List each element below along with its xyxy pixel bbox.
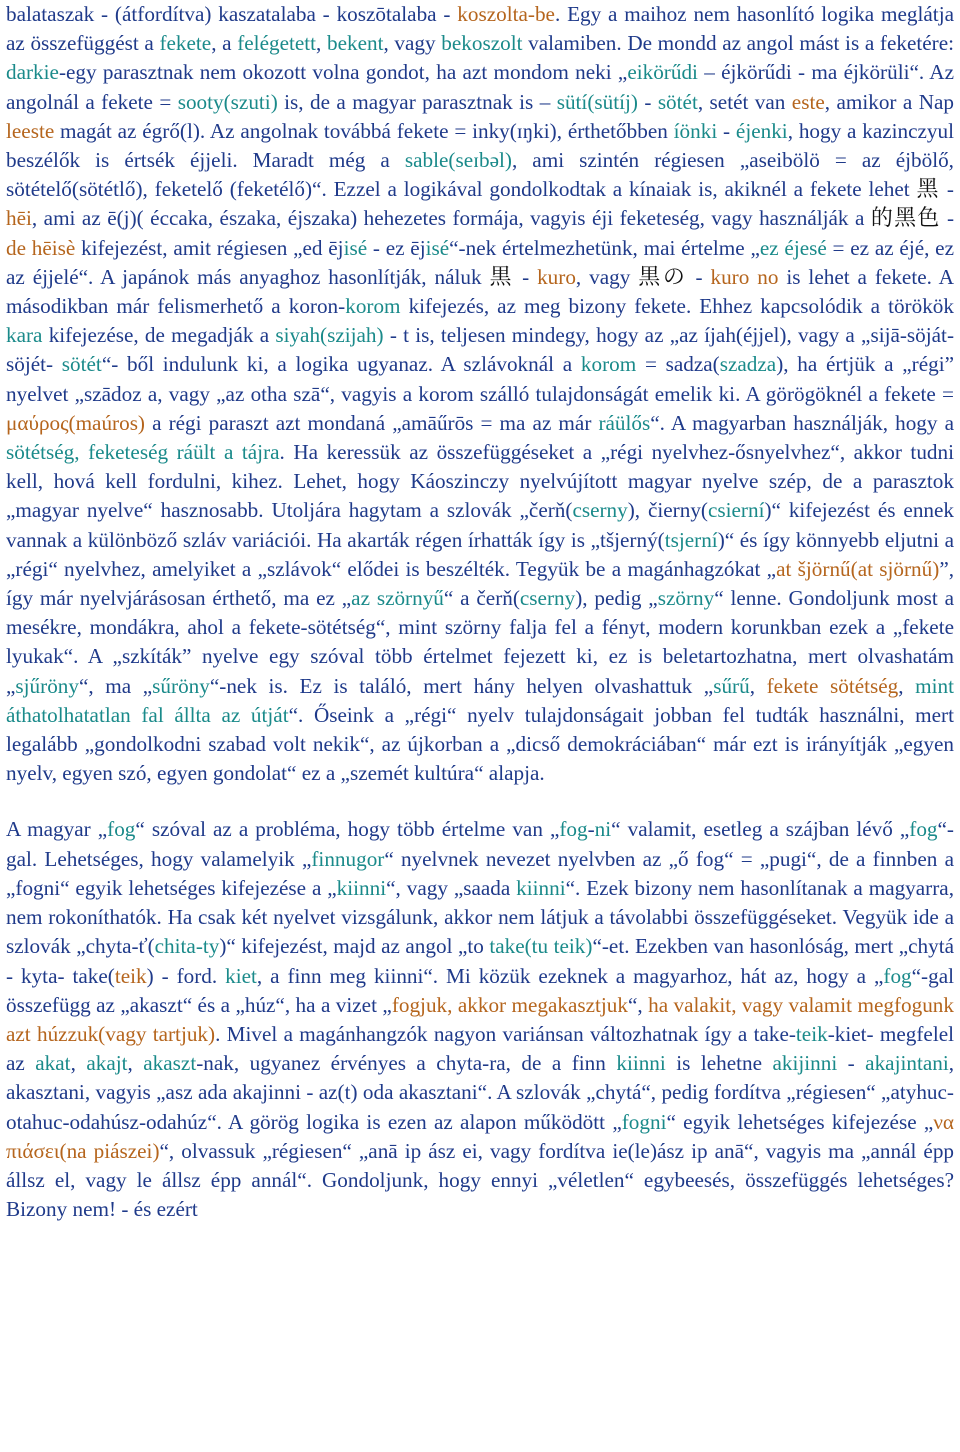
text-run: ), čierny( [627, 498, 708, 523]
text-run: magát az égrő(l). Az angolnak továbbá fekete = inky(ɪŋki), érthetőbben [54, 118, 674, 143]
text-run: - [637, 89, 658, 114]
text-run: cserny [519, 586, 576, 611]
text-run: . Mivel a magánhangzók nagyon variánsan változhatnak így a take- [215, 1021, 796, 1046]
text-run: , ami szintén régiesen „aseibölö = az éjbölő, sötételő(sötétlő), feketelő (feketélő)“. Ezzel a logikával gondolkodtak a kínaiak is, akiknél a fekete lehet [6, 148, 954, 202]
text-run: - [717, 118, 736, 143]
text-run: csierní [707, 498, 765, 523]
text-run: – éjkörűdi - ma éjkörüli“. Az angolnál a fekete = [6, 60, 954, 114]
text-run: kiinni [616, 1051, 666, 1076]
text-run: = ez az éjé, ez az éjjelé“. A japánok más anyaghoz hasonlítják, náluk [6, 235, 954, 289]
text-run: . Egy a maihoz nem hasonlító logika meglátja az összefüggést a [6, 2, 954, 56]
text-run: -kiet- megfelel az [6, 1021, 954, 1076]
text-run: “-gal. Lehetséges, hogy valamelyik „ [6, 817, 954, 871]
text-run: az szörnyű [351, 586, 444, 611]
text-run: a régi paraszt azt mondaná „amāűrōs = ma az már [145, 410, 599, 435]
text-run: kifejezése, de megadják a [42, 323, 276, 348]
text-run: - [940, 206, 954, 231]
text-run: valamiben. De mondd az angol mást is a feketére: [522, 31, 954, 56]
text-run: fogni [621, 1109, 667, 1134]
text-run: hēi [6, 206, 32, 231]
text-run: sűröny [152, 673, 210, 698]
text-run: felégetett [237, 31, 317, 56]
text-run: kifejezés, az meg bizony fekete. Ehhez kapcsolódik a törökök [400, 294, 954, 319]
text-run: )“ kifejezést, majd az angol „to [219, 934, 490, 959]
text-run: korom [345, 294, 401, 319]
text-run: μαύρος(maúros) [6, 410, 145, 435]
text-run: sooty(szuti) [177, 89, 278, 114]
text-run: , a finn meg kiinni“. Mi közük ezeknek a magyarhoz, hát az, hogy a „ [256, 963, 884, 988]
text-run: teik [114, 963, 147, 988]
text-run: ”, így már nyelvjárásosan érthető, ma ez „ [6, 556, 955, 611]
text-run: kiet [225, 963, 257, 988]
text-run: isé [343, 235, 368, 260]
text-run: , [749, 673, 767, 698]
text-run: kifejezést, amit régiesen „ed ēj [75, 235, 344, 260]
text-run: leeste [6, 118, 55, 143]
text-run: - [940, 177, 954, 202]
text-run: “ valamit, esetleg a szájban lévő „ [611, 817, 910, 842]
paragraph-fog [6, 815, 954, 1224]
text-run: bekent [326, 31, 384, 56]
text-run: bekoszolt [441, 31, 523, 56]
text-run: take(tu teik) [489, 934, 593, 959]
text-run: siyah(szijah) [275, 323, 384, 348]
text-run: fog [559, 817, 588, 842]
text-run: balataszak - (átfordítva) kaszatalaba - koszōtalaba - [6, 2, 458, 26]
text-run: mint áthatolhatatlan fal állta az útját [6, 673, 955, 727]
text-run: “-gal összefügg az „akaszt“ és a „húz“, ha a vizet „ [6, 963, 954, 1017]
cjk-text-run: 的黑色 [870, 206, 941, 232]
text-run: sjűröny [15, 673, 79, 698]
text-run: , vagy [575, 264, 639, 289]
text-run: “ lenne. Gondoljunk most a mesékre, mondákra, ahol a fekete-sötétség“, mint szörny falja fel a fényt, modern korunkban ezek a „fekete lyukak“. A „szkíták” nyelve egy szóval több értelmet fejezett ki, ez is beletartozhatna, mert olvashatám „ [6, 586, 954, 698]
text-run: ), ha értjük a „régi” nyelvet „szādoz a, vagy „az otha szā“, vagyis a korom szálló tulajdonságát emelik ki. A görögöknél a fekete = [6, 352, 954, 406]
text-run: eikörűdi [627, 60, 698, 85]
text-run: , [316, 31, 327, 56]
text-run: -nak, ugyanez érvényes a chyta-ra, de a finn [196, 1051, 617, 1076]
text-run: ráülős [598, 410, 651, 435]
text-run: koszolta-be [457, 2, 555, 26]
text-run: , ami az ē(j)( éccaka, északa, éjszaka) hehezetes formája, vagyis éji feketeség, vagy használják a [31, 206, 871, 231]
text-run: fog [107, 817, 136, 842]
text-run: - [514, 264, 538, 289]
text-run: ni [594, 817, 612, 842]
text-run: )“ kifejezést és ennek vannak a különböző szláv variációi. Ha akarták régen írhatták így is „tšjerný( [6, 498, 955, 552]
text-run: kara [6, 323, 43, 348]
text-run: “, vagy „saada [386, 875, 517, 900]
text-run: “-nek is. Ez is találó, mert hány helyen olvashattuk „ [209, 673, 714, 698]
text-run: íönki [673, 118, 718, 143]
text-run: szörny [657, 586, 715, 611]
text-run: “, olvassuk „régiesen“ „anā ip ász ei, vagy fordítva ie(le)ász ip anā“, vagyis ma „annál épp állsz el, vagy le állsz épp annál“. Gondoljunk, hogy ennyi „véletlen“ egybeesés, összefüggés lehetséges? Bizony nem! - és ezért [6, 1138, 955, 1222]
text-run: , vagy [383, 31, 442, 56]
text-run: ), pedig „ [575, 586, 658, 611]
text-run: sütí(sütíj) [556, 89, 638, 114]
text-run: A magyar „ [6, 817, 108, 842]
text-run: , hogy a kazinczyul beszélők is értsék éjjeli. Maradt még a [6, 118, 954, 173]
text-run: - t is, teljesen mindegy, hogy az „az íjah(éjjel), vagy a „sijā-söját-söjét- [6, 323, 954, 377]
text-run: akat [35, 1051, 71, 1076]
text-run: )“ és így könnyebb eljutni a „régi“ nyelvhez, amelyiket a „szlávok“ elődei is beszélték. Tegyük be a magánhagzókat „ [6, 527, 954, 581]
text-run: “ nyelvnek nevezet nyelvben az „ő fog“ = „pugi“, de a finnben a „fogni“ egyik lehetséges kifejezése a „ [6, 846, 955, 900]
text-run: isé [425, 235, 450, 260]
text-run: “-nek értelmezhetünk, mai értelme „ [449, 235, 760, 260]
text-run: , [127, 1051, 144, 1076]
text-run: kuro [537, 264, 576, 289]
text-run: akijinni [772, 1051, 838, 1076]
text-run: ) - ford. [146, 963, 226, 988]
cjk-text-run: 黒 [489, 264, 515, 290]
text-run: . Ha keressük az összefüggéseket a „régi nyelvhez-ősnyelvhez“, akkor tudni kell, hová kell fordulni, kihez. Lehet, hogy Káoszinczy nyelvújított magyar nyelve szép, de a parasztok „magyar nyelve“ hasznosabb. Utoljára hagytam a szlovák „čerň( [6, 440, 954, 523]
text-run: “ egyik lehetséges kifejezése „ [666, 1109, 934, 1134]
text-run: is, de a magyar parasztnak is – [277, 89, 557, 114]
text-run: darkie [6, 60, 59, 85]
text-run: “. A magyarban használják, hogy a [650, 410, 954, 435]
text-run: akajt [86, 1051, 128, 1076]
text-run: fekete [159, 31, 212, 56]
text-run: ha valakit, vagy valamit megfogunk azt húzzuk(vagy tartjuk) [6, 992, 954, 1046]
text-run: este [791, 89, 825, 114]
text-run: fekete sötétség [766, 673, 899, 698]
text-run: kuro no [710, 264, 779, 289]
text-run: chita-ty [154, 934, 220, 959]
text-run: is lehet a fekete. A másodikban már felismerhető a koron- [6, 264, 954, 319]
text-run: - [687, 264, 711, 289]
text-run: cserny [572, 498, 628, 523]
text-run: “. Ezek bizony nem hasonlítanak a magyarra, nem rokoníthatók. Ha csak két nyelvet vizsgálunk, akkor nem látjuk a távolabbi összefüggéseket. Vegyük ide a szlovák „chyta-ť( [6, 875, 954, 959]
text-run: tsjerní [664, 527, 718, 552]
paragraph-fekete [6, 0, 954, 788]
text-run: -egy parasztnak nem okozott volna gondot, ha azt mondom neki „ [58, 60, 628, 85]
text-run: - [837, 1051, 866, 1076]
text-run: “. Őseink a „régi“ nyelv tulajdonságait jobban fel tudták használni, mert legalább „gondolkodni szabad volt nekik“, az újkorban a „dicső demokráciában“ már ezt is irányítják „egyen nyelv, egyen szó, egyen gondolat“ ez a „szemét kultúra“ alapja. [6, 702, 954, 786]
text-run: kiinni [516, 875, 566, 900]
text-run: sable(seɪbəl) [404, 148, 512, 173]
text-run: akaszt [143, 1051, 197, 1076]
text-run: korom [580, 352, 637, 377]
text-run: - ez ēj [367, 235, 426, 260]
text-run: = sadza( [636, 352, 720, 377]
text-run: , [70, 1051, 87, 1076]
text-run: “-et. Ezekben van hasonlóság, mert „chytá - kyta- take( [6, 934, 955, 988]
text-run: kiinni [336, 875, 387, 900]
text-run: at šjörnű(at sjörnű) [776, 556, 940, 581]
text-run: teik [795, 1021, 828, 1046]
text-run: is lehetne [665, 1051, 773, 1076]
text-run: , [898, 673, 916, 698]
cjk-text-run: 黑 [916, 177, 941, 203]
text-run: ez éjesé [759, 235, 827, 260]
text-run: “ szóval az a probléma, hogy több értelme van „ [135, 817, 560, 842]
text-run: sűrű [713, 673, 750, 698]
text-run: “, ma „ [78, 673, 153, 698]
text-run: akajintani [865, 1051, 949, 1076]
text-run: de hēisè [6, 235, 76, 260]
text-run: , akasztani, vagyis „asz ada akajinni - az(t) oda akasztani“. A szlovák „chytá“, pedig fordítva „régiesen“ „atyhuc-otahuc-odahúsz-odahúz“. A görög logika is ezen az alapon működött „ [6, 1051, 955, 1134]
text-run: - [587, 817, 595, 842]
text-run: fogjuk, akkor megakasztjuk [391, 992, 628, 1017]
text-run: “ a čerň( [443, 586, 520, 611]
text-run: finnugor [311, 846, 385, 871]
text-run: sötét [61, 352, 102, 377]
text-run: fog [909, 817, 938, 842]
text-run: , setét van [697, 89, 792, 114]
text-run: “- ből indulunk ki, a logika ugyanaz. A szlávoknál a [101, 352, 581, 377]
text-run: , amikor a Nap [824, 89, 954, 114]
text-run: szadza [719, 352, 777, 377]
cjk-text-run: 黒の [638, 264, 688, 290]
text-run: sötétség, feketeség ráült a tájra [6, 440, 280, 465]
text-run: “, [628, 992, 649, 1017]
text-run: fog [883, 963, 912, 988]
text-run: να πιάσει(na piászei) [6, 1109, 954, 1163]
text-run: éjenki [735, 118, 788, 143]
text-run: sötét [657, 89, 698, 114]
text-run: , a [211, 31, 238, 56]
